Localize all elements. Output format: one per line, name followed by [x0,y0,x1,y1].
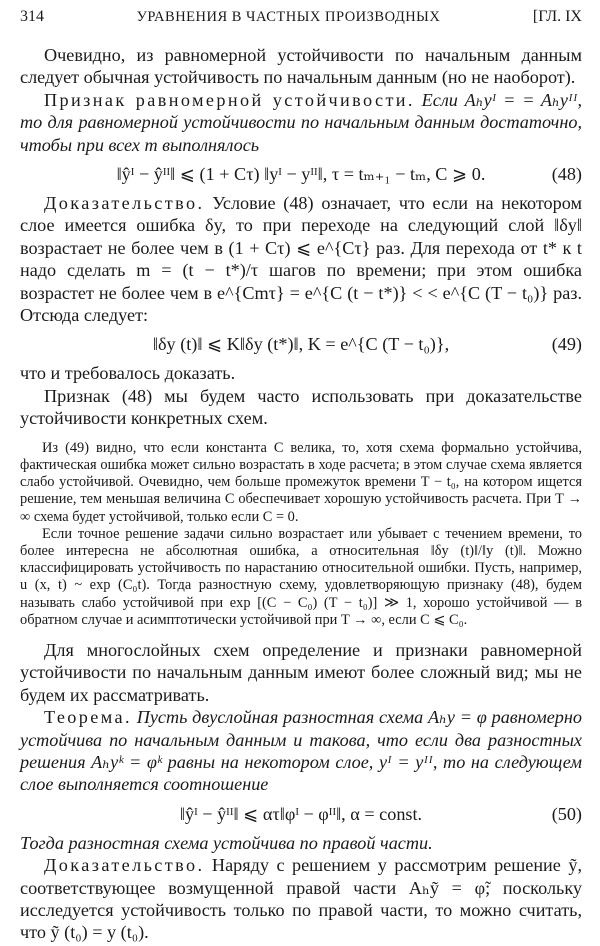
criterion-heading: Признак равномерной устойчивости. [44,89,415,110]
criterion-text: Если Aₕyᴵ = = Aₕyᴵᴵ, то для равномерной устойчивости по начальным данным достаточно, чтобы при всех m выполнялось [20,89,582,155]
paragraph-proof-1 [20,192,582,326]
formula-50 [20,796,582,832]
equation-number-50: (50) [551,803,582,824]
running-header [20,8,582,34]
paragraph-qed: что и требовалось доказать. [20,363,236,384]
small-print-paragraph-1: Из (49) видно, что если константа C велика, то, хотя схема формально устойчива, фактическая ошибка может сильно возрастать в ходе расчета; в этом случае схема является слабо устойчивой. Очевидно, чем больше промежуток времени T − t₀, на котором ищется решение, тем меньшая величина C обеспечивает хорошую устойчивость расчета. При T → ∞ схема будет устойчивой, только если C = 0. [20,439,582,525]
equation-number-48: (48) [551,164,582,185]
formula-49-body: ‖δy (t)‖ ⩽ K‖δy (t*)‖, K = e^{C (T − t₀)}, [152,334,450,355]
proof-text-1: Условие (48) означает, что если на некотором слое имеется ошибка δy, то при переходе на следующий слой ‖δy‖ возрастает не более чем в (1 + Cτ) ⩽ e^{Cτ} раз. Для перехода от t* к t надо сделать m = (t − t*)/τ шагов по времени; при этом ошибка возрастет не более чем в e^{Cmτ} = e^{C (t − t*)} < < e^{C (T − t₀)} раз. Отсюда следует: [20,193,582,326]
formula-49 [20,326,582,362]
formula-48-body: ‖ŷᴵ − ŷᴵᴵ‖ ⩽ (1 + Cτ) ‖yᴵ − yᴵᴵ‖, τ = tₘ₊₁ − tₘ, C ⩾ 0. [116,164,486,185]
paragraph-proof-2 [20,854,582,944]
paragraph-criterion-usage: Признак (48) мы будем часто использовать при доказательстве устойчивости конкретных схем. [20,385,582,429]
chapter-label: [ГЛ. IX [532,8,582,25]
proof-heading-2: Доказательство. [44,855,205,876]
theorem-text: Пусть двуслойная разностная схема Aₕy = φ равномерно устойчива по начальным данным и такова, что если два разностных решения Aₕyᵏ = φᵏ равны на некотором слое, yᴵ = yᴵᴵ, то на следующем слое выполняется соотношение [20,707,582,795]
proof-heading-1: Доказательство. [44,193,205,214]
paragraph-theorem-conclusion: Тогда разностная схема устойчива по правой части. [20,832,433,853]
small-print-block [20,440,582,629]
formula-50-body: ‖ŷᴵ − ŷᴵᴵ‖ ⩽ ατ‖φᴵ − φᴵᴵ‖, α = const. [179,803,423,824]
paragraph-uniform-stability: Очевидно, из равномерной устойчивости по начальным данным следует обычная устойчивость по начальным данным (но не наоборот). [20,45,582,88]
book-page [20,8,582,944]
running-title: УРАВНЕНИЯ В ЧАСТНЫХ ПРОИЗВОДНЫХ [136,9,441,25]
paragraph-criterion [20,89,582,156]
equation-number-49: (49) [551,334,582,355]
paragraph-multilayer: Для многослойных схем определение и признаки равномерной устойчивости по начальным данным имеют более сложный вид; мы не будем их рассматривать. [20,639,582,705]
paragraph-theorem [20,706,582,796]
proof-text-2: Наряду с решением y рассмотрим решение ỹ, соответствующее возмущенной правой части Aₕỹ = φ̃; поскольку исследуется устойчивость только по правой части, то можно считать, что ỹ (t₀) = y (t₀). [20,855,582,943]
formula-48 [20,156,582,192]
small-print-paragraph-2: Если точное решение задачи сильно возрастает или убывает с течением времени, то более интересна не абсолютная ошибка, а относительная ‖δy (t)‖/‖y (t)‖. Можно классифицировать устойчивость по нарастанию относительной ошибки. Пусть, например, u (x, t) ~ exp (C₀t). Тогда разностную схему, удовлетворяющую признаку (48), будем называть слабо устойчивой при exp [(C − C₀) (T − t₀)] ≫ 1, хорошо устойчивой — в обратном случае и асимптотически устойчивой при T → ∞, если C ⩽ C₀. [20,525,582,628]
theorem-heading: Теорема. [44,707,132,728]
page-number: 314 [20,8,44,25]
